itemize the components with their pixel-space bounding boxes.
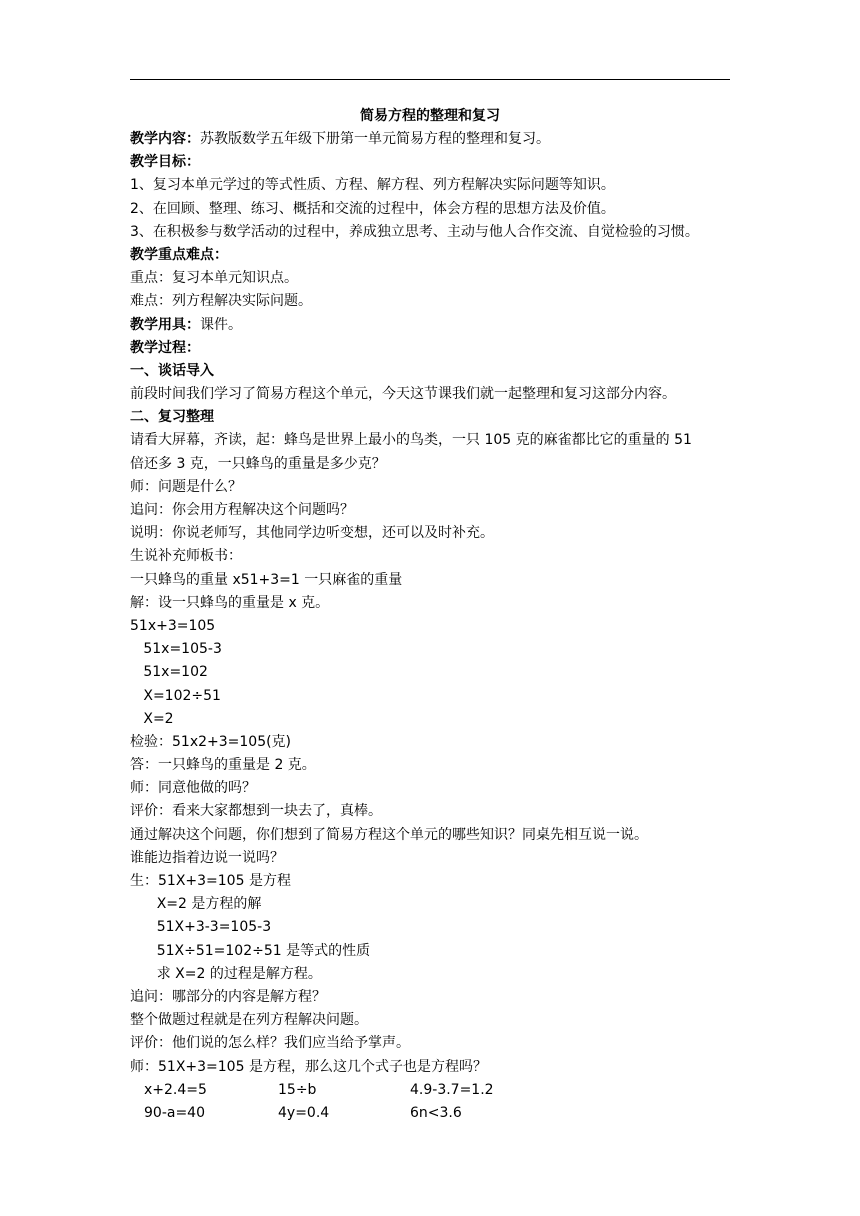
section-label: 教学用具： — [130, 316, 200, 333]
text-line — [130, 870, 735, 893]
formula-item: x+2.4=5 — [144, 1081, 207, 1098]
section-label: 一、谈话导入 — [130, 362, 214, 379]
text-line — [130, 151, 735, 174]
line-text: 评价：他们说的怎么样？我们应当给予掌声。 — [130, 1035, 410, 1052]
text-line — [130, 847, 735, 870]
text-line — [130, 522, 735, 545]
text-line — [130, 916, 735, 939]
text-line — [130, 777, 735, 800]
formula-item: 4y=0.4 — [278, 1104, 330, 1121]
line-text: 2、在回顾、整理、练习、概括和交流的过程中，体会方程的思想方法及价值。 — [130, 200, 615, 217]
line-text: 难点：列方程解决实际问题。 — [130, 293, 312, 310]
text-line — [130, 406, 735, 429]
text-line — [130, 429, 735, 452]
section-label: 二、复习整理 — [130, 409, 214, 426]
line-text: 师：51X+3=105 是方程，那么这几个式子也是方程吗？ — [130, 1058, 487, 1075]
line-text: X=2 是方程的解 — [130, 896, 262, 913]
line-text: 苏教版数学五年级下册第一单元简易方程的整理和复习。 — [200, 131, 550, 147]
line-text: 一只蜂鸟的重量 x51+3=1 一只麻雀的重量 — [130, 571, 403, 588]
formula-item: 90-a=40 — [144, 1104, 205, 1121]
text-line — [130, 592, 735, 615]
text-line — [130, 986, 735, 1009]
text-line — [130, 963, 735, 986]
line-text: 答：一只蜂鸟的重量是 2 克。 — [130, 757, 316, 774]
line-text: 评价：看来大家都想到一块去了，真棒。 — [130, 803, 382, 820]
formula-item: 6n<3.6 — [410, 1104, 462, 1121]
text-line — [130, 800, 735, 823]
text-line — [130, 337, 735, 360]
text-line — [130, 940, 735, 963]
section-label: 教学目标： — [130, 154, 200, 171]
line-text: 重点：复习本单元知识点。 — [130, 270, 298, 287]
section-label: 教学重点难点： — [130, 246, 228, 263]
text-line — [130, 198, 735, 221]
text-line — [130, 545, 735, 568]
line-text: 1、复习本单元学过的等式性质、方程、解方程、列方程解决实际问题等知识。 — [130, 177, 615, 194]
text-line — [130, 615, 735, 638]
text-line — [130, 893, 735, 916]
text-line — [130, 383, 735, 406]
text-line — [130, 824, 735, 847]
line-text: 解：设一只蜂鸟的重量是 x 克。 — [130, 594, 330, 611]
line-text: 追问：你会用方程解决这个问题吗？ — [130, 502, 354, 518]
header-rule — [130, 79, 730, 80]
line-text: 51X÷51=102÷51 是等式的性质 — [130, 942, 371, 959]
line-text: 51X+3-3=105-3 — [130, 919, 272, 936]
line-text: 师：问题是什么？ — [130, 478, 242, 495]
formula-row — [130, 1102, 735, 1125]
line-text: 前段时间我们学习了简易方程这个单元，今天这节课我们就一起整理和复习这部分内容。 — [130, 386, 676, 403]
text-line — [130, 244, 735, 267]
line-text: 师：同意他做的吗？ — [130, 780, 256, 797]
document-title: 简易方程的整理和复习 — [360, 108, 500, 124]
section-label: 教学内容： — [130, 131, 200, 147]
line-text: 51x=102 — [130, 664, 208, 681]
line-text: 请看大屏幕，齐读，起：蜂鸟是世界上最小的鸟类，一只 105 克的麻雀都比它的重量的 51 — [130, 432, 692, 449]
text-line — [130, 569, 735, 592]
text-line — [130, 174, 735, 197]
text-line — [130, 638, 735, 661]
text-line — [130, 476, 735, 499]
line-text: 求 X=2 的过程是解方程。 — [130, 965, 322, 982]
text-line — [130, 267, 735, 290]
line-text: 通过解决这个问题，你们想到了简易方程这个单元的哪些知识？同桌先相互说一说。 — [130, 826, 648, 843]
line-text: 生说补充师板书： — [130, 548, 242, 565]
line-text: 生：51X+3=105 是方程 — [130, 873, 291, 889]
formula-item: 15÷b — [278, 1081, 317, 1098]
line-text: 课件。 — [200, 316, 242, 333]
text-line — [130, 453, 735, 476]
text-line — [130, 314, 735, 337]
line-text: 检验：51x2+3=105(克) — [130, 733, 292, 750]
text-line — [130, 1032, 735, 1055]
text-line — [130, 1009, 735, 1032]
line-text: 追问：哪部分的内容是解方程？ — [130, 988, 326, 1005]
line-text: 谁能边指着边说一说吗？ — [130, 849, 284, 866]
line-text: 整个做题过程就是在列方程解决问题。 — [130, 1012, 368, 1029]
text-line — [130, 731, 735, 754]
line-text: 3、在积极参与数学活动的过程中，养成独立思考、主动与他人合作交流、自觉检验的习惯。 — [130, 223, 699, 240]
line-text: X=2 — [130, 710, 174, 727]
line-text: 说明：你说老师写，其他同学边听变想，还可以及时补充。 — [130, 525, 494, 542]
line-text: 51x=105-3 — [130, 641, 222, 658]
text-line — [130, 221, 735, 244]
text-line — [130, 499, 735, 522]
document-body — [130, 128, 735, 1125]
text-line — [130, 128, 735, 151]
text-line — [130, 1056, 735, 1079]
text-line — [130, 290, 735, 313]
line-text: X=102÷51 — [130, 687, 221, 704]
section-label: 教学过程： — [130, 339, 200, 356]
formula-item: 4.9-3.7=1.2 — [410, 1081, 494, 1098]
line-text: 51x+3=105 — [130, 617, 216, 634]
text-line — [130, 685, 735, 708]
text-line — [130, 708, 735, 731]
formula-row — [130, 1079, 735, 1102]
text-line — [130, 661, 735, 684]
line-text: 倍还多 3 克，一只蜂鸟的重量是多少克？ — [130, 455, 386, 472]
text-line — [130, 754, 735, 777]
text-line — [130, 360, 735, 383]
